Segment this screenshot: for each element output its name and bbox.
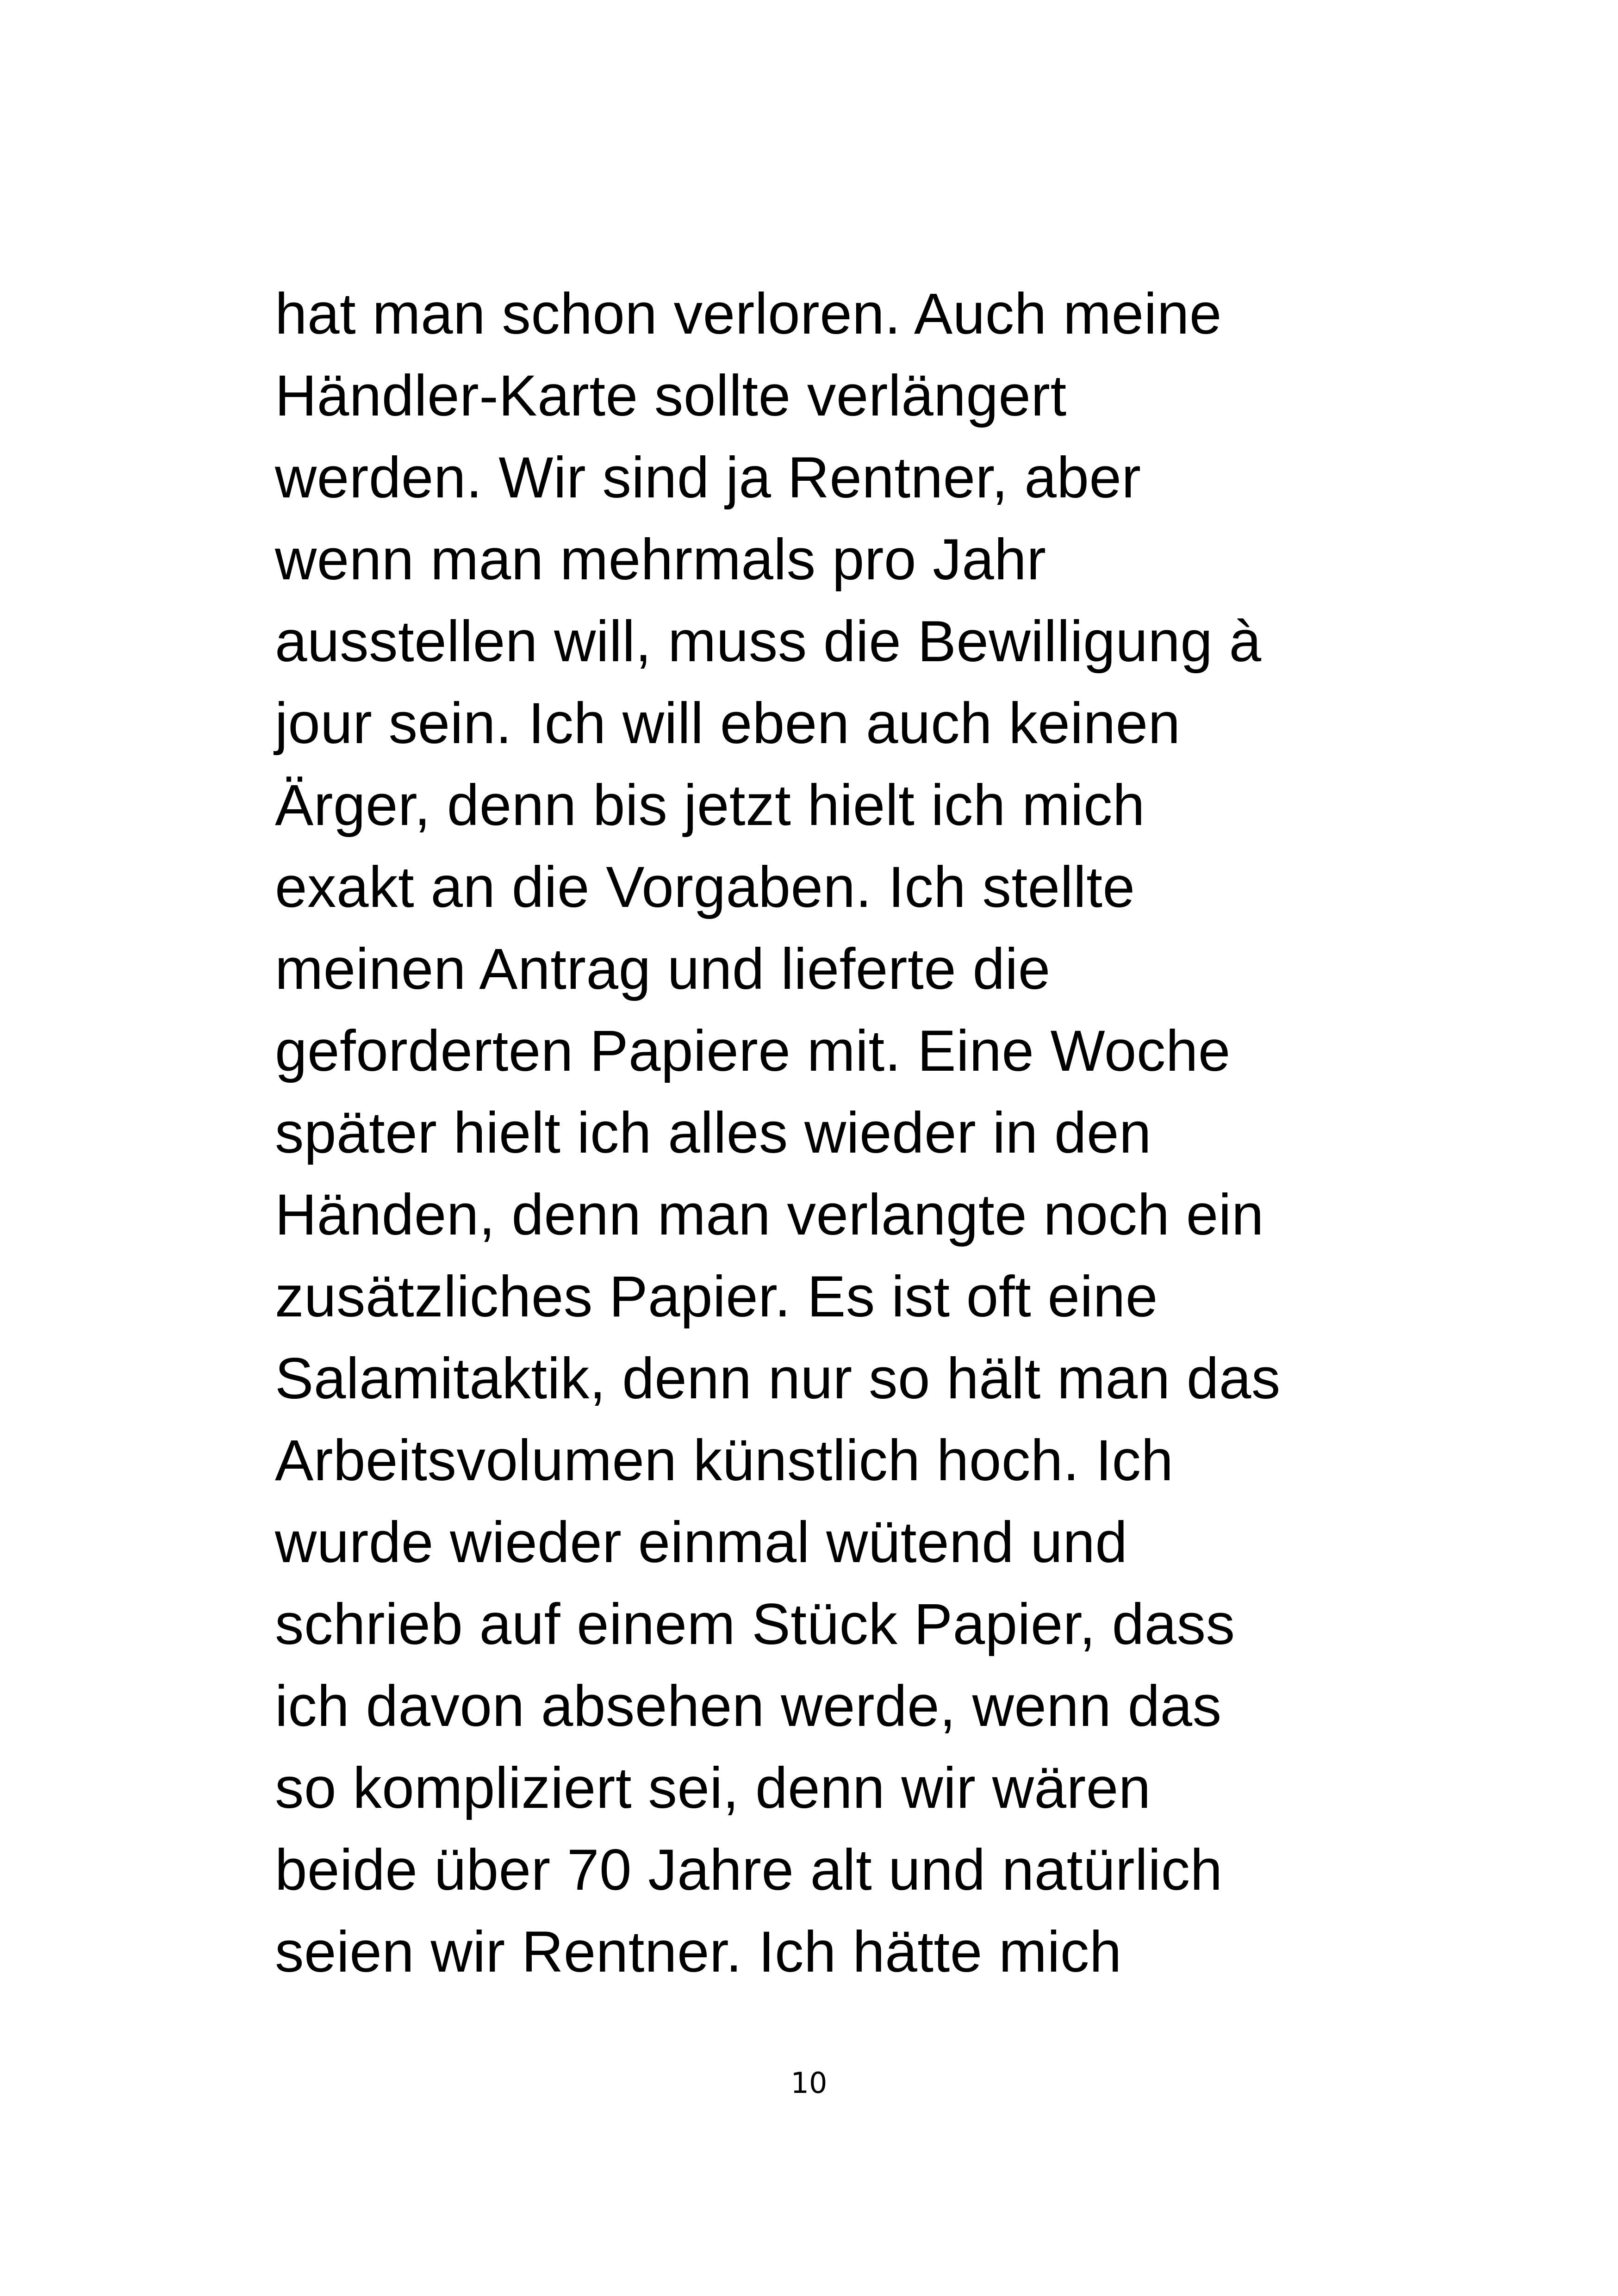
text-line: jour sein. Ich will eben auch keinen xyxy=(275,691,1181,756)
text-line: schrieb auf einem Stück Papier, dass xyxy=(275,1592,1235,1657)
text-line: Ärger, denn bis jetzt hielt ich mich xyxy=(275,773,1145,838)
text-line: Händler-Karte sollte verlängert xyxy=(275,364,1067,428)
text-line: exakt an die Vorgaben. Ich stellte xyxy=(275,855,1135,919)
text-line: Salamitaktik, denn nur so hält man das xyxy=(275,1347,1281,1411)
text-line: wenn man mehrmals pro Jahr xyxy=(275,527,1046,592)
text-line: ich davon absehen werde, wenn das xyxy=(275,1674,1222,1738)
text-line: zusätzliches Papier. Es ist oft eine xyxy=(275,1265,1158,1329)
text-line: geforderten Papiere mit. Eine Woche xyxy=(275,1019,1231,1083)
text-line: meinen Antrag und lieferte die xyxy=(275,937,1051,1001)
text-line: hat man schon verloren. Auch meine xyxy=(275,282,1222,346)
body-text xyxy=(275,273,1432,1993)
text-line: seien wir Rentner. Ich hätte mich xyxy=(275,1920,1122,1984)
text-line: ausstellen will, muss die Bewilligung à xyxy=(275,609,1262,674)
text-line: Händen, denn man verlangte noch ein xyxy=(275,1183,1264,1247)
text-line: später hielt ich alles wieder in den xyxy=(275,1101,1152,1165)
text-line: so kompliziert sei, denn wir wären xyxy=(275,1756,1151,1820)
page-number: 10 xyxy=(790,2066,828,2100)
text-line: wurde wieder einmal wütend und xyxy=(275,1510,1128,1575)
text-line: werden. Wir sind ja Rentner, aber xyxy=(275,446,1141,510)
text-line: beide über 70 Jahre alt und natürlich xyxy=(275,1838,1223,1902)
text-line: Arbeitsvolumen künstlich hoch. Ich xyxy=(275,1428,1174,1493)
